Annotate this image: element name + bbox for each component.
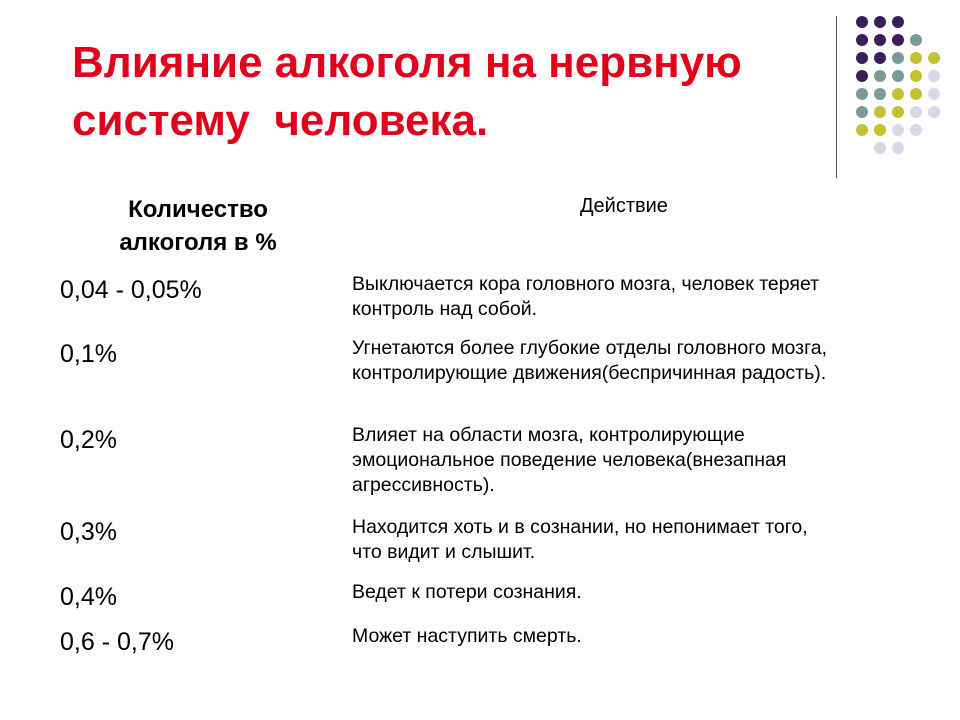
decorative-dot [892,106,904,118]
slide-title [72,34,832,150]
decorative-dot [910,88,922,100]
decorative-dot [856,124,868,136]
decorative-dot [928,106,940,118]
decorative-dot [892,34,904,46]
decorative-dot [874,124,886,136]
decorative-dot [910,70,922,82]
row-amount: 0,04 - 0,05% [60,276,202,304]
row-amount: 0,3% [60,518,117,546]
row-effect-line: эмоциональное поведение человека(внезапная [352,449,787,471]
decorative-dot [856,16,868,28]
decorative-dot [856,106,868,118]
row-effect-line: Влияет на области мозга, контролирующие [352,424,745,446]
row-effect [352,515,932,565]
row-effect-line: Находится хоть и в сознании, но непонимает того, [352,516,808,538]
vertical-divider [836,16,837,178]
row-effect-line: контролирующие движения(беспричинная радость). [352,362,827,384]
decorative-dot [892,70,904,82]
row-amount: 0,1% [60,340,117,368]
decorative-dot [928,88,940,100]
row-effect [352,336,932,386]
decorative-dot [874,106,886,118]
decorative-dot [910,106,922,118]
row-amount: 0,4% [60,583,117,611]
decorative-dot [892,52,904,64]
decorative-dot [856,52,868,64]
slide-title-line-1: Влияние алкоголя на нервную [72,38,742,87]
row-effect [352,624,932,649]
row-effect [352,272,932,322]
row-effect-line: Угнетаются более глубокие отделы головного мозга, [352,337,828,359]
decorative-dot [892,124,904,136]
row-effect-line: Выключается кора головного мозга, человек теряет [352,273,820,295]
row-effect-line: контроль над собой. [352,298,538,320]
decorative-dot [874,70,886,82]
column-header-amount [80,193,316,259]
decorative-dot [856,34,868,46]
decorative-dot [874,34,886,46]
decorative-dot [892,88,904,100]
row-amount: 0,6 - 0,7% [60,628,174,656]
row-effect [352,580,932,605]
decorative-dot [928,70,940,82]
slide-title-line-2: систему человека. [72,96,489,145]
decorative-dot [874,142,886,154]
decorative-dot [910,34,922,46]
row-amount: 0,2% [60,426,117,454]
row-effect-line: Ведет к потери сознания. [352,581,582,603]
decorative-dot [892,16,904,28]
decorative-dot [874,16,886,28]
row-effect-line: что видит и слышит. [352,541,536,563]
decorative-dot [928,52,940,64]
decorative-dot [892,142,904,154]
decorative-dot [910,52,922,64]
decorative-dot [910,124,922,136]
row-effect [352,423,932,498]
column-header-amount-line-2: алкоголя в % [119,229,277,256]
decorative-dot [874,88,886,100]
row-effect-line: Может наступить смерть. [352,625,582,647]
decorative-dot [856,70,868,82]
row-effect-line: агрессивность). [352,474,495,496]
decorative-dot [856,88,868,100]
column-header-amount-line-1: Количество [128,196,268,223]
decorative-dot [874,52,886,64]
column-header-effect: Действие [580,195,668,217]
